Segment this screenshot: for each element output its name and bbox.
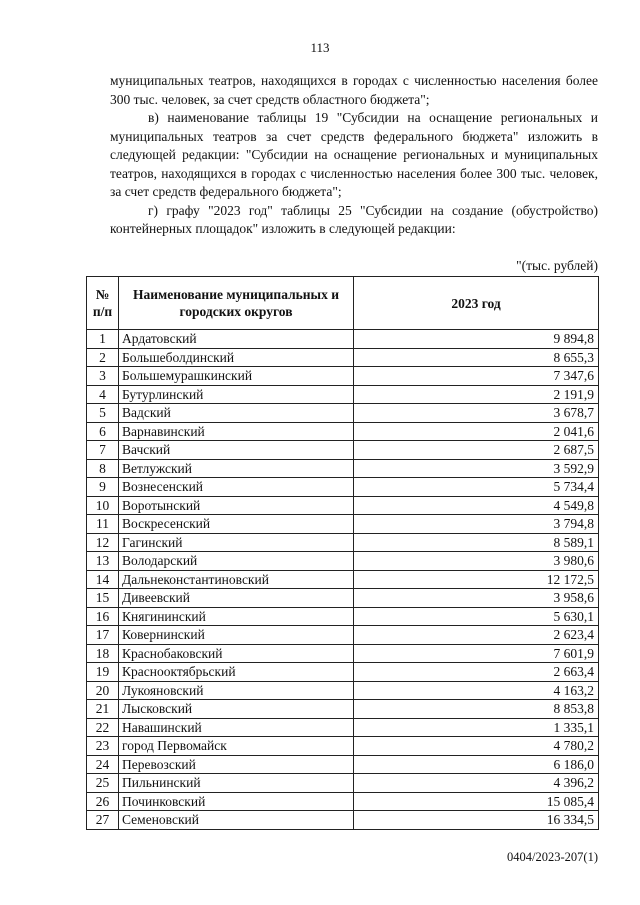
table-row [87, 792, 599, 811]
row-value: 9 894,8 [354, 330, 599, 349]
table-row [87, 459, 599, 478]
row-number: 10 [87, 496, 119, 515]
table-body [87, 330, 599, 830]
row-name: Краснобаковский [119, 644, 354, 663]
table-row [87, 367, 599, 386]
row-value: 7 347,6 [354, 367, 599, 386]
row-name: Большеболдинский [119, 348, 354, 367]
header-name: Наименование муниципальных и городских округов [119, 277, 354, 330]
table-row [87, 681, 599, 700]
row-value: 3 794,8 [354, 515, 599, 534]
row-number: 22 [87, 718, 119, 737]
row-number: 11 [87, 515, 119, 534]
row-number: 20 [87, 681, 119, 700]
table-row [87, 533, 599, 552]
table-row [87, 441, 599, 460]
document-code: 0404/2023-207(1) [507, 850, 598, 864]
row-value: 8 853,8 [354, 700, 599, 719]
row-number: 16 [87, 607, 119, 626]
table-row [87, 755, 599, 774]
row-name: Краснооктябрьский [119, 663, 354, 682]
row-name: Лысковский [119, 700, 354, 719]
row-number: 4 [87, 385, 119, 404]
table-row [87, 330, 599, 349]
row-number: 8 [87, 459, 119, 478]
row-value: 3 592,9 [354, 459, 599, 478]
row-value: 4 396,2 [354, 774, 599, 793]
row-value: 16 334,5 [354, 811, 599, 830]
body-text [110, 72, 598, 239]
subsidy-table [86, 276, 599, 830]
table-row [87, 607, 599, 626]
table-row [87, 552, 599, 571]
row-value: 1 335,1 [354, 718, 599, 737]
row-value: 4 549,8 [354, 496, 599, 515]
row-name: Гагинский [119, 533, 354, 552]
table-row [87, 718, 599, 737]
row-number: 17 [87, 626, 119, 645]
row-number: 18 [87, 644, 119, 663]
row-name: Дивеевский [119, 589, 354, 608]
row-name: Вознесенский [119, 478, 354, 497]
row-name: Бутурлинский [119, 385, 354, 404]
paragraph-2: в) наименование таблицы 19 "Субсидии на оснащение региональных и муниципальных театров за счет средств федерального бюджета" изложить в следующей редакции: "Субсидии на оснащение региональных и муниципальных театров, находящихся в городах с численностью населения более 300 тыс. человек, за счет средств федерального бюджета"; [110, 110, 598, 199]
row-value: 5 734,4 [354, 478, 599, 497]
row-name: Семеновский [119, 811, 354, 830]
row-name: Пильнинский [119, 774, 354, 793]
table-row [87, 515, 599, 534]
row-name: Перевозский [119, 755, 354, 774]
table-row [87, 700, 599, 719]
row-name: Навашинский [119, 718, 354, 737]
table-row [87, 496, 599, 515]
row-number: 7 [87, 441, 119, 460]
row-name: Лукояновский [119, 681, 354, 700]
row-number: 6 [87, 422, 119, 441]
row-value: 2 041,6 [354, 422, 599, 441]
header-year: 2023 год [354, 277, 599, 330]
row-number: 25 [87, 774, 119, 793]
row-name: Воскресенский [119, 515, 354, 534]
row-number: 19 [87, 663, 119, 682]
row-name: Княгининский [119, 607, 354, 626]
row-number: 5 [87, 404, 119, 423]
table-row [87, 737, 599, 756]
row-name: Вачский [119, 441, 354, 460]
row-name: Ардатовский [119, 330, 354, 349]
table-row [87, 404, 599, 423]
row-number: 26 [87, 792, 119, 811]
row-value: 6 186,0 [354, 755, 599, 774]
row-number: 1 [87, 330, 119, 349]
row-value: 3 958,6 [354, 589, 599, 608]
table-row [87, 663, 599, 682]
row-value: 3 678,7 [354, 404, 599, 423]
row-value: 3 980,6 [354, 552, 599, 571]
paragraph-3: г) графу "2023 год" таблицы 25 "Субсидии на создание (обустройство) контейнерных площадок" изложить в следующей редакции: [110, 202, 598, 236]
row-number: 23 [87, 737, 119, 756]
row-number: 24 [87, 755, 119, 774]
table-row [87, 348, 599, 367]
row-number: 14 [87, 570, 119, 589]
row-value: 8 589,1 [354, 533, 599, 552]
row-number: 9 [87, 478, 119, 497]
row-value: 2 191,9 [354, 385, 599, 404]
row-number: 15 [87, 589, 119, 608]
row-value: 2 687,5 [354, 441, 599, 460]
table-row [87, 811, 599, 830]
table-row [87, 570, 599, 589]
row-value: 5 630,1 [354, 607, 599, 626]
row-number: 27 [87, 811, 119, 830]
row-name: Большемурашкинский [119, 367, 354, 386]
row-value: 7 601,9 [354, 644, 599, 663]
paragraph-1: муниципальных театров, находящихся в городах с численностью населения более 300 тыс. человек, за счет средств областного бюджета"; [110, 73, 598, 107]
row-number: 2 [87, 348, 119, 367]
row-name: Володарский [119, 552, 354, 571]
table-header-row [87, 277, 599, 330]
page-number: 113 [310, 40, 330, 55]
row-number: 12 [87, 533, 119, 552]
row-number: 13 [87, 552, 119, 571]
table-row [87, 626, 599, 645]
row-value: 15 085,4 [354, 792, 599, 811]
row-value: 4 163,2 [354, 681, 599, 700]
table-row [87, 774, 599, 793]
table-row [87, 644, 599, 663]
table-row [87, 422, 599, 441]
row-name: Вадский [119, 404, 354, 423]
row-value: 4 780,2 [354, 737, 599, 756]
unit-note: "(тыс. рублей) [516, 258, 598, 273]
row-number: 3 [87, 367, 119, 386]
row-name: город Первомайск [119, 737, 354, 756]
header-num: № п/п [87, 277, 119, 330]
table-row [87, 589, 599, 608]
row-value: 2 623,4 [354, 626, 599, 645]
row-name: Воротынский [119, 496, 354, 515]
table-row [87, 385, 599, 404]
row-name: Варнавинский [119, 422, 354, 441]
row-name: Дальнеконстантиновский [119, 570, 354, 589]
row-number: 21 [87, 700, 119, 719]
row-name: Починковский [119, 792, 354, 811]
row-value: 12 172,5 [354, 570, 599, 589]
table-row [87, 478, 599, 497]
row-name: Ковернинский [119, 626, 354, 645]
row-value: 8 655,3 [354, 348, 599, 367]
row-value: 2 663,4 [354, 663, 599, 682]
row-name: Ветлужский [119, 459, 354, 478]
